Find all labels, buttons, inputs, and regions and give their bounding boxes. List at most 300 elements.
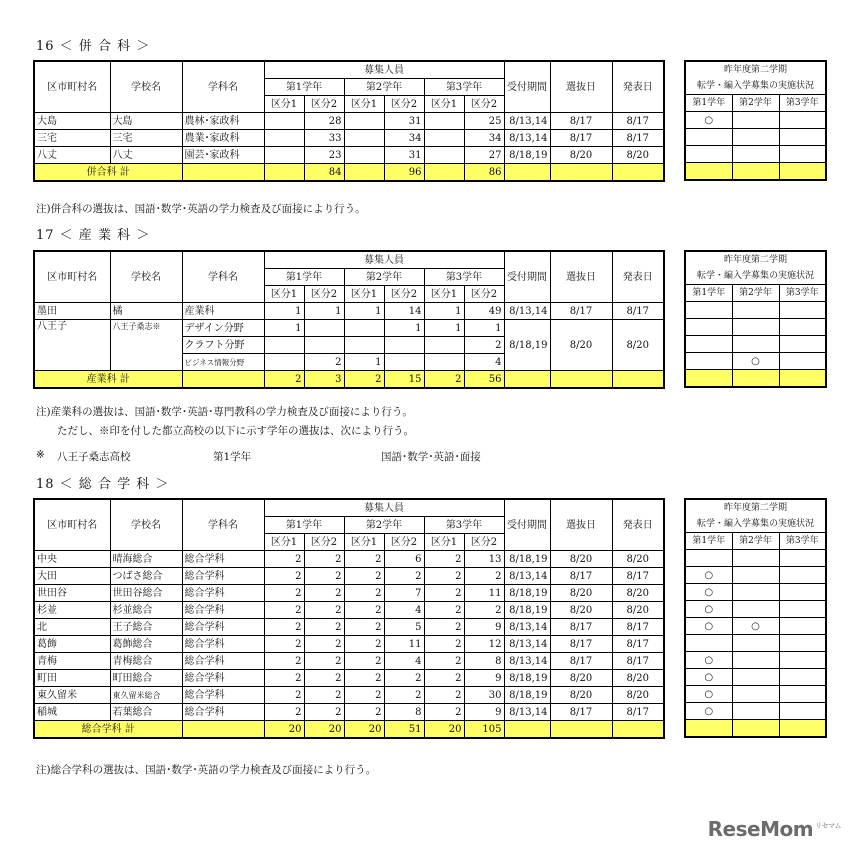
side-status-cell	[779, 703, 826, 720]
recruit-value: 2	[304, 636, 344, 653]
table-row	[34, 585, 664, 602]
admissions-table	[33, 60, 665, 182]
recruit-value: 9	[464, 704, 504, 721]
total-label: 総合学科 計	[34, 721, 182, 739]
recruit-value: 20	[304, 721, 344, 739]
recruit-value: 2	[424, 653, 464, 670]
resemom-logo: ReseMom $^{リセマム}$	[707, 817, 841, 841]
announce-cell: 8/17	[612, 130, 664, 147]
recruit-value: 51	[384, 721, 424, 739]
col-header-k2: 区分2	[304, 534, 344, 551]
side-status-cell	[732, 686, 779, 703]
side-header-title: 昨年度第二学期	[685, 499, 826, 516]
side-status-cell	[779, 370, 826, 388]
side-status-cell	[732, 336, 779, 353]
recruit-value	[344, 147, 384, 164]
total-label: 産業科 計	[34, 371, 182, 389]
total-blank	[550, 721, 612, 739]
recruit-value: 1	[384, 320, 424, 337]
col-header-announce: 発表日	[612, 251, 664, 303]
ward-cell: 葛飾	[34, 636, 110, 653]
col-header-school: 学校名	[110, 61, 182, 113]
side-status-cell	[685, 370, 732, 388]
recruit-value: 1	[424, 303, 464, 320]
recruit-value	[424, 147, 464, 164]
dept-cell: 総合学科	[182, 636, 264, 653]
recruit-value: 33	[304, 130, 344, 147]
recruit-value	[384, 337, 424, 354]
total-row	[34, 371, 664, 389]
side-status-cell	[779, 336, 826, 353]
reception-cell: 8/13,14	[504, 113, 550, 130]
special-mark: ※	[36, 449, 45, 461]
announce-cell: 8/20	[612, 147, 664, 164]
recruit-value	[264, 113, 304, 130]
col-header-ward: 区市町村名	[34, 499, 110, 551]
side-status-cell	[732, 635, 779, 652]
side-status-cell	[779, 129, 826, 146]
recruit-value: 2	[424, 636, 464, 653]
selection-cell: 8/20	[550, 687, 612, 704]
reception-cell: 8/18,19	[504, 670, 550, 687]
side-status-cell	[779, 550, 826, 567]
recruit-value	[264, 354, 304, 371]
side-status-table	[684, 60, 827, 181]
school-cell: 葛飾総合	[110, 636, 182, 653]
side-status-cell	[732, 550, 779, 567]
selection-cell: 8/17	[550, 704, 612, 721]
recruit-value	[304, 337, 344, 354]
note: 注)併合科の選抜は、国語･数学･英語の学力検査及び面接により行う。	[36, 203, 366, 215]
side-status-cell	[779, 302, 826, 319]
col-header-dept: 学科名	[182, 499, 264, 551]
reception-cell: 8/13,14	[504, 653, 550, 670]
school-cell: 世田谷総合	[110, 585, 182, 602]
side-status-cell	[779, 601, 826, 618]
recruit-value	[344, 320, 384, 337]
col-header-selection: 選抜日	[550, 61, 612, 113]
recruit-value: 7	[384, 585, 424, 602]
recruit-value: 2	[344, 670, 384, 687]
side-status-cell	[732, 584, 779, 601]
col-header-k1: 区分1	[424, 286, 464, 303]
recruit-value: 1	[344, 303, 384, 320]
recruit-value: 2	[264, 670, 304, 687]
side-status-cell	[732, 669, 779, 686]
recruit-value: 2	[424, 551, 464, 568]
recruit-value: 2	[304, 568, 344, 585]
side-status-cell	[732, 567, 779, 584]
special-method: 国語･数学･英語･面接	[381, 451, 481, 463]
recruit-value: 2	[264, 551, 304, 568]
side-status-cell	[685, 129, 732, 146]
announce-cell: 8/17	[612, 303, 664, 320]
col-header-k2: 区分2	[384, 286, 424, 303]
announce-cell: 8/20	[612, 670, 664, 687]
recruit-value: 2	[304, 704, 344, 721]
col-header-year1: 第1学年	[264, 517, 344, 534]
dept-cell: ビジネス情報分野	[182, 354, 264, 371]
recruit-value: 2	[304, 354, 344, 371]
col-header-k1: 区分1	[264, 96, 304, 113]
side-status-cell	[685, 319, 732, 336]
reception-cell: 8/13,14	[504, 130, 550, 147]
recruit-value: 84	[304, 164, 344, 182]
col-header-year3: 第3学年	[424, 79, 504, 96]
recruit-value: 13	[464, 551, 504, 568]
col-header-year2: 第2学年	[344, 517, 424, 534]
announce-cell: 8/20	[612, 320, 664, 371]
reception-cell: 8/18,19	[504, 551, 550, 568]
reception-cell: 8/13,14	[504, 636, 550, 653]
ward-cell: 世田谷	[34, 585, 110, 602]
side-status-cell	[779, 720, 826, 738]
side-status-cell: ○	[685, 686, 732, 703]
ward-cell: 稲城	[34, 704, 110, 721]
col-header-recruit: 募集人員	[264, 61, 504, 79]
dept-cell: 総合学科	[182, 653, 264, 670]
col-header-school: 学校名	[110, 499, 182, 551]
table-row	[34, 704, 664, 721]
recruit-value	[424, 130, 464, 147]
total-blank	[504, 164, 550, 182]
side-col-header: 第3学年	[779, 95, 826, 112]
reception-cell: 8/18,19	[504, 602, 550, 619]
school-cell: つばさ総合	[110, 568, 182, 585]
side-status-table	[684, 250, 827, 388]
school-cell: 八丈	[110, 147, 182, 164]
side-status-cell	[779, 112, 826, 129]
col-header-k1: 区分1	[264, 286, 304, 303]
col-header-k1: 区分1	[264, 534, 304, 551]
recruit-value: 2	[344, 551, 384, 568]
selection-cell: 8/17	[550, 303, 612, 320]
recruit-value	[344, 164, 384, 182]
col-header-ward: 区市町村名	[34, 251, 110, 303]
col-header-k2: 区分2	[464, 534, 504, 551]
total-blank	[504, 371, 550, 389]
side-col-header: 第1学年	[685, 95, 732, 112]
recruit-value: 2	[264, 704, 304, 721]
table-row	[34, 130, 664, 147]
recruit-value: 2	[264, 585, 304, 602]
recruit-value: 2	[264, 371, 304, 389]
total-blank	[550, 164, 612, 182]
section-title: 18 ＜ 総 合 学 科 ＞	[36, 477, 170, 492]
ward-cell: 墨田	[34, 303, 110, 320]
recruit-value: 9	[464, 670, 504, 687]
selection-cell: 8/20	[550, 602, 612, 619]
announce-cell: 8/20	[612, 585, 664, 602]
recruit-value: 2	[344, 602, 384, 619]
recruit-value: 2	[464, 602, 504, 619]
table-row	[34, 619, 664, 636]
selection-cell: 8/17	[550, 113, 612, 130]
recruit-value: 34	[384, 130, 424, 147]
recruit-value: 30	[464, 687, 504, 704]
col-header-reception: 受付期間	[504, 61, 550, 113]
total-blank	[612, 164, 664, 182]
recruit-value: 2	[344, 568, 384, 585]
selection-cell: 8/17	[550, 619, 612, 636]
ward-cell: 大田	[34, 568, 110, 585]
recruit-value: 8	[464, 653, 504, 670]
recruit-value: 2	[304, 619, 344, 636]
ward-cell: 中央	[34, 551, 110, 568]
recruit-value: 28	[304, 113, 344, 130]
recruit-value: 105	[464, 721, 504, 739]
side-status-cell	[685, 336, 732, 353]
dept-cell: 総合学科	[182, 551, 264, 568]
recruit-value: 2	[304, 687, 344, 704]
recruit-value: 2	[344, 636, 384, 653]
col-header-year1: 第1学年	[264, 269, 344, 286]
table-row	[34, 303, 664, 320]
side-status-cell	[732, 129, 779, 146]
recruit-value	[344, 130, 384, 147]
recruit-value: 1	[464, 320, 504, 337]
recruit-value: 2	[264, 687, 304, 704]
side-status-cell	[732, 601, 779, 618]
admissions-table	[33, 250, 665, 389]
side-status-cell	[685, 146, 732, 163]
dept-cell: 総合学科	[182, 619, 264, 636]
col-header-year1: 第1学年	[264, 79, 344, 96]
recruit-value: 2	[264, 602, 304, 619]
recruit-value: 11	[384, 636, 424, 653]
reception-cell: 8/18,19	[504, 687, 550, 704]
recruit-value: 5	[384, 619, 424, 636]
side-col-header: 第3学年	[779, 285, 826, 302]
dept-cell: 総合学科	[182, 602, 264, 619]
side-header-title: 昨年度第二学期	[685, 61, 826, 78]
selection-cell: 8/20	[550, 585, 612, 602]
side-status-table	[684, 498, 827, 738]
recruit-value: 2	[424, 371, 464, 389]
recruit-value: 2	[384, 568, 424, 585]
recruit-value: 2	[424, 585, 464, 602]
announce-cell: 8/17	[612, 113, 664, 130]
section-title: 16 ＜ 併 合 科 ＞	[36, 39, 151, 54]
recruit-value: 31	[384, 113, 424, 130]
recruit-value: 56	[464, 371, 504, 389]
recruit-value: 2	[304, 653, 344, 670]
school-cell: 町田総合	[110, 670, 182, 687]
col-header-k1: 区分1	[344, 96, 384, 113]
recruit-value: 2	[384, 670, 424, 687]
recruit-value: 34	[464, 130, 504, 147]
recruit-value: 2	[304, 602, 344, 619]
recruit-value: 4	[384, 602, 424, 619]
table-row	[34, 113, 664, 130]
total-label: 併合科 計	[34, 164, 182, 182]
recruit-value: 25	[464, 113, 504, 130]
side-col-header: 第2学年	[732, 533, 779, 550]
selection-cell: 8/17	[550, 568, 612, 585]
side-status-cell	[779, 584, 826, 601]
recruit-value: 2	[304, 670, 344, 687]
col-header-k2: 区分2	[304, 96, 344, 113]
reception-cell: 8/18,19	[504, 585, 550, 602]
recruit-value: 20	[344, 721, 384, 739]
school-cell: 橘	[110, 303, 182, 320]
recruit-value: 14	[384, 303, 424, 320]
col-header-k2: 区分2	[304, 286, 344, 303]
recruit-value	[424, 354, 464, 371]
col-header-k2: 区分2	[464, 96, 504, 113]
recruit-value: 86	[464, 164, 504, 182]
recruit-value: 2	[344, 619, 384, 636]
col-header-k1: 区分1	[424, 96, 464, 113]
side-status-cell	[779, 652, 826, 669]
recruit-value	[344, 113, 384, 130]
selection-cell: 8/20	[550, 670, 612, 687]
note: ただし、※印を付した都立高校の以下に示す学年の選抜は、次により行う。	[57, 425, 414, 437]
side-status-cell	[779, 146, 826, 163]
announce-cell: 8/17	[612, 619, 664, 636]
side-status-cell: ○	[685, 703, 732, 720]
total-blank	[612, 371, 664, 389]
recruit-value	[384, 354, 424, 371]
col-header-year2: 第2学年	[344, 79, 424, 96]
reception-cell: 8/18,19	[504, 320, 550, 371]
ward-cell: 町田	[34, 670, 110, 687]
school-cell: 八王子桑志※	[110, 320, 182, 371]
side-col-header: 第2学年	[732, 95, 779, 112]
col-header-year3: 第3学年	[424, 517, 504, 534]
recruit-value	[264, 337, 304, 354]
dept-cell: 総合学科	[182, 704, 264, 721]
reception-cell: 8/13,14	[504, 619, 550, 636]
recruit-value: 2	[424, 687, 464, 704]
col-header-k2: 区分2	[464, 286, 504, 303]
recruit-value: 2	[464, 568, 504, 585]
announce-cell: 8/17	[612, 568, 664, 585]
recruit-value: 2	[424, 704, 464, 721]
side-status-cell	[732, 163, 779, 181]
side-status-cell	[779, 163, 826, 181]
recruit-value: 27	[464, 147, 504, 164]
recruit-value	[264, 164, 304, 182]
dept-cell: 農業･家政科	[182, 130, 264, 147]
side-header-subtitle: 転学・編入学募集の実施状況	[685, 268, 826, 285]
col-header-dept: 学科名	[182, 251, 264, 303]
dept-cell: 総合学科	[182, 687, 264, 704]
side-status-cell	[685, 550, 732, 567]
selection-cell: 8/17	[550, 130, 612, 147]
recruit-value: 1	[344, 354, 384, 371]
reception-cell: 8/13,14	[504, 704, 550, 721]
total-row	[34, 164, 664, 182]
selection-cell: 8/20	[550, 147, 612, 164]
total-blank	[182, 721, 264, 739]
announce-cell: 8/17	[612, 704, 664, 721]
col-header-k1: 区分1	[424, 534, 464, 551]
selection-cell: 8/20	[550, 320, 612, 371]
col-header-year2: 第2学年	[344, 269, 424, 286]
ward-cell: 八王子	[34, 320, 110, 371]
recruit-value: 2	[464, 337, 504, 354]
ward-cell: 杉並	[34, 602, 110, 619]
total-row	[34, 721, 664, 739]
dept-cell: デザイン分野	[182, 320, 264, 337]
recruit-value: 20	[424, 721, 464, 739]
recruit-value: 1	[304, 303, 344, 320]
selection-cell: 8/17	[550, 653, 612, 670]
side-col-header: 第3学年	[779, 533, 826, 550]
table-row	[34, 636, 664, 653]
table-row	[34, 653, 664, 670]
recruit-value: 2	[264, 653, 304, 670]
col-header-recruit: 募集人員	[264, 251, 504, 269]
col-header-k2: 区分2	[384, 534, 424, 551]
recruit-value: 8	[384, 704, 424, 721]
side-status-cell	[685, 302, 732, 319]
total-blank	[550, 371, 612, 389]
ward-cell: 三宅	[34, 130, 110, 147]
col-header-k1: 区分1	[344, 286, 384, 303]
recruit-value: 2	[344, 585, 384, 602]
side-status-cell	[779, 319, 826, 336]
col-header-selection: 選抜日	[550, 251, 612, 303]
col-header-announce: 発表日	[612, 61, 664, 113]
recruit-value: 23	[304, 147, 344, 164]
recruit-value: 2	[304, 585, 344, 602]
recruit-value: 2	[304, 551, 344, 568]
recruit-value: 15	[384, 371, 424, 389]
announce-cell: 8/17	[612, 653, 664, 670]
col-header-school: 学校名	[110, 251, 182, 303]
recruit-value: 20	[264, 721, 304, 739]
side-col-header: 第1学年	[685, 285, 732, 302]
ward-cell: 八丈	[34, 147, 110, 164]
side-status-cell	[685, 635, 732, 652]
recruit-value: 49	[464, 303, 504, 320]
side-status-cell	[732, 703, 779, 720]
side-status-cell	[779, 567, 826, 584]
school-cell: 杉並総合	[110, 602, 182, 619]
total-blank	[182, 164, 264, 182]
side-status-cell: ○	[685, 584, 732, 601]
side-col-header: 第2学年	[732, 285, 779, 302]
col-header-k1: 区分1	[344, 534, 384, 551]
recruit-value	[264, 147, 304, 164]
section-title: 17 ＜ 産 業 科 ＞	[36, 228, 151, 243]
side-status-cell	[732, 319, 779, 336]
school-cell: 王子総合	[110, 619, 182, 636]
school-cell: 若葉総合	[110, 704, 182, 721]
recruit-value	[424, 113, 464, 130]
recruit-value	[304, 320, 344, 337]
table-row	[34, 568, 664, 585]
side-status-cell	[732, 146, 779, 163]
recruit-value	[264, 130, 304, 147]
dept-cell: 総合学科	[182, 568, 264, 585]
school-cell: 青梅総合	[110, 653, 182, 670]
recruit-value: 4	[384, 653, 424, 670]
side-header-title: 昨年度第二学期	[685, 251, 826, 268]
table-row	[34, 602, 664, 619]
side-status-cell	[685, 353, 732, 370]
dept-cell: 総合学科	[182, 670, 264, 687]
recruit-value: 2	[424, 568, 464, 585]
ward-cell: 北	[34, 619, 110, 636]
side-status-cell: ○	[685, 652, 732, 669]
recruit-value: 2	[344, 371, 384, 389]
table-row	[34, 551, 664, 568]
recruit-value: 6	[384, 551, 424, 568]
side-status-cell	[685, 163, 732, 181]
